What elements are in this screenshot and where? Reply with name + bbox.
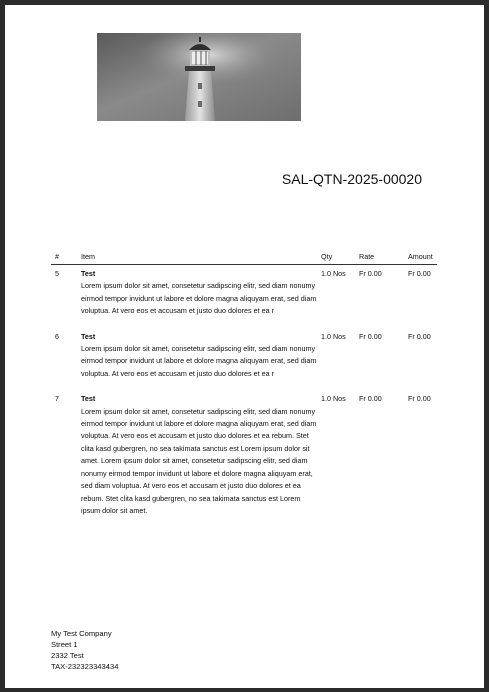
company-address: [51, 628, 118, 672]
table-row: [51, 328, 437, 391]
row-item: [77, 390, 317, 527]
header-item: Item: [77, 251, 317, 265]
company-city: 2332 Test: [51, 651, 84, 660]
item-name: Test: [81, 331, 96, 341]
item-description: Lorem ipsum dolor sit amet, consetetur sadipscing elitr, sed diam nonumy eirmod tempor invidunt ut labore et dolore magna aliquyam erat, sed diam voluptua. At vero eos et accusam et justo duo dolores et ea r: [81, 344, 317, 378]
row-qty: 1.0 Nos: [321, 269, 346, 278]
row-item: [77, 328, 317, 391]
header-amount: Amount: [404, 251, 437, 265]
header-qty: Qty: [317, 251, 355, 265]
document-number: SAL-QTN-2025-00020: [281, 171, 422, 187]
row-amount: Fr 0.00: [408, 394, 431, 404]
table-row: [51, 265, 437, 328]
header-index: #: [51, 251, 77, 265]
item-description: Lorem ipsum dolor sit amet, consetetur sadipscing elitr, sed diam nonumy eirmod tempor invidunt ut labore et dolore magna aliquyam erat, sed diam voluptua. At vero eos et accusam et justo duo dolores et ea rebum. Stet clita kasd gubergren, no sea takimata sanctus est Lorem ipsum dolor sit amet. Lorem ipsum dolor sit amet, consetetur sadipscing elitr, sed diam nonumy eirmod tempor invidunt ut labore et dolore magna aliquyam erat, sed diam voluptua. At vero eos et accusam et justo duo dolores et ea rebum. Stet clita kasd gubergren, no sea takimata sanctus est Lorem ipsum dolor sit amet.: [81, 406, 317, 515]
row-amount: Fr 0.00: [408, 331, 431, 341]
company-name: My Test Company: [51, 629, 112, 638]
company-street: Street 1: [51, 640, 78, 649]
items-table: [51, 251, 437, 527]
company-tax-id: TAX-232323343434: [51, 662, 119, 671]
row-qty: 1.0 Nos: [321, 331, 346, 341]
header-rate: Rate: [355, 251, 404, 265]
row-rate: Fr 0.00: [359, 269, 382, 278]
row-index: 5: [55, 269, 59, 278]
table-row: [51, 390, 437, 527]
row-index: 7: [55, 394, 59, 404]
lighthouse-logo: [97, 33, 301, 121]
row-rate: Fr 0.00: [359, 331, 382, 341]
item-name: Test: [81, 269, 96, 278]
item-name: Test: [81, 394, 96, 404]
row-item: [77, 265, 317, 328]
row-qty: 1.0 Nos: [321, 394, 346, 404]
item-description: Lorem ipsum dolor sit amet, consetetur sadipscing elitr, sed diam nonumy eirmod tempor invidunt ut labore et dolore magna aliquyam erat, sed diam voluptua. At vero eos et accusam et justo duo dolores et ea r: [81, 281, 317, 316]
row-rate: Fr 0.00: [359, 394, 382, 404]
row-amount: Fr 0.00: [408, 269, 431, 278]
table-header-row: [51, 251, 437, 265]
document-page: [5, 5, 484, 688]
row-index: 6: [55, 331, 59, 341]
